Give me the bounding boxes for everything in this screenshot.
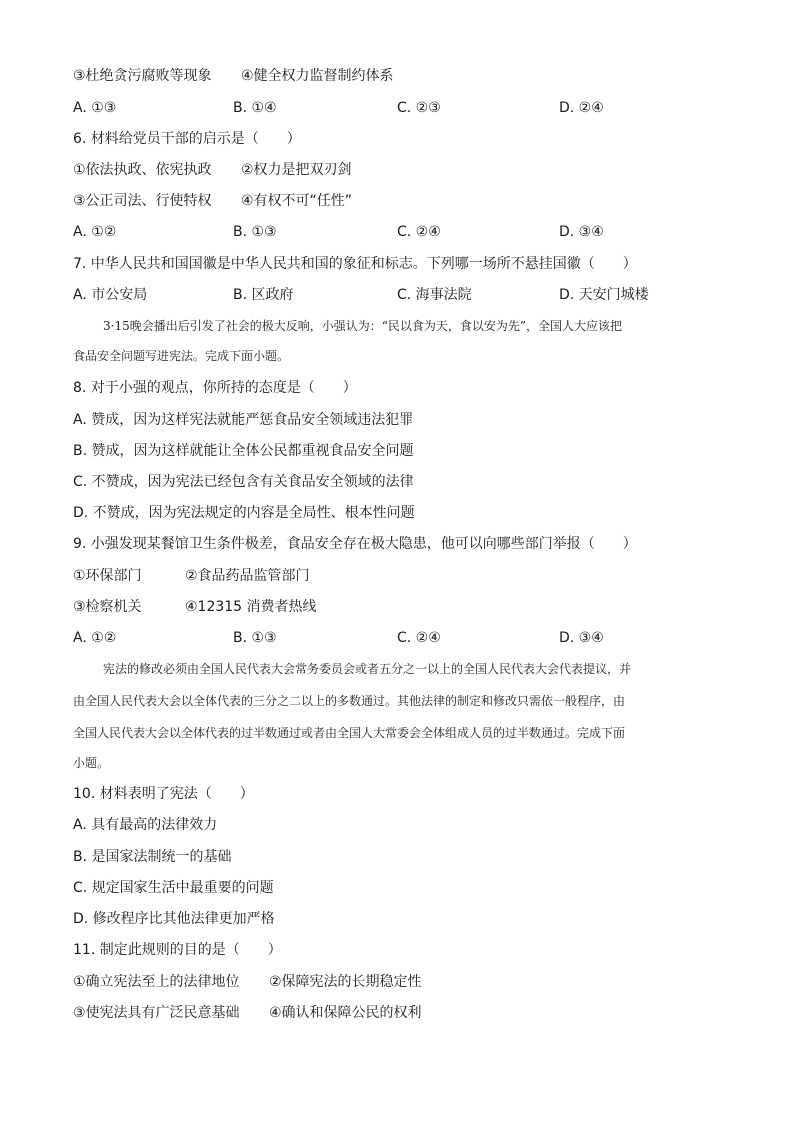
material2-line2: 由全国人民代表大会以全体代表的三分之二以上的多数通过。其他法律的制定和修改只需依一般程序，由 [73, 694, 626, 708]
q6-option-4: ④有权不可“任性” [241, 193, 353, 209]
q6-options-line1 [73, 160, 733, 180]
q8-option-d: D. 不赞成，因为宪法规定的内容是全局性、根本性问题 [73, 505, 415, 521]
q5-choice-d: D. ②④ [559, 100, 604, 116]
q6-choice-d: D. ③④ [559, 224, 604, 240]
q11-stem: 11. 制定此规则的目的是（ ） [73, 942, 282, 958]
q11-option-1: ①确立宪法至上的法律地位 [73, 974, 240, 990]
q9-stem: 9. 小强发现某餐馆卫生条件极差，食品安全存在极大隐患，他可以向哪些部门举报（ ） [73, 536, 637, 552]
q9-choice-a: A. ①② [73, 630, 117, 646]
q6-choice-c: C. ②④ [397, 224, 441, 240]
q6-choices [73, 222, 733, 242]
q9-option-1: ①环保部门 [73, 568, 142, 584]
q10-option-b: B. 是国家法制统一的基础 [73, 849, 232, 865]
q9-options-line2 [73, 597, 733, 617]
q8-option-a: A. 赞成，因为这样宪法就能严惩食品安全领域违法犯罪 [73, 412, 414, 428]
q8-option-c: C. 不赞成，因为宪法已经包含有关食品安全领域的法律 [73, 474, 414, 490]
q5-choices [73, 98, 733, 118]
q7-choice-b: B. 区政府 [233, 287, 294, 303]
q9-choices [73, 628, 733, 648]
q8-option-b: B. 赞成，因为这样就能让全体公民都重视食品安全问题 [73, 443, 414, 459]
q5-choice-a: A. ①③ [73, 100, 117, 116]
q6-options-line2 [73, 191, 733, 211]
q5-choice-c: C. ②③ [397, 100, 441, 116]
q7-stem: 7. 中华人民共和国国徽是中华人民共和国的象征和标志。下列哪一场所不悬挂国徽（ ） [73, 256, 637, 272]
material2-line4: 小题。 [73, 756, 110, 770]
q9-option-3: ③检察机关 [73, 599, 142, 615]
q6-choice-b: B. ①③ [233, 224, 277, 240]
q11-option-4: ④确认和保障公民的权利 [269, 1005, 422, 1021]
q9-choice-b: B. ①③ [233, 630, 277, 646]
q11-options-line1 [73, 972, 733, 992]
q10-option-d: D. 修改程序比其他法律更加严格 [73, 911, 275, 927]
q6-option-2: ②权力是把双刃剑 [241, 162, 352, 178]
q10-stem: 10. 材料表明了宪法（ ） [73, 786, 254, 802]
q6-choice-a: A. ①② [73, 224, 117, 240]
q10-option-c: C. 规定国家生活中最重要的问题 [73, 880, 274, 896]
q6-option-3: ③公正司法、行使特权 [73, 193, 212, 209]
q7-choice-d: D. 天安门城楼 [559, 287, 649, 303]
q6-option-1: ①依法执政、依宪执政 [73, 162, 212, 178]
q11-option-3: ③使宪法具有广泛民意基础 [73, 1005, 240, 1021]
q6-stem: 6. 材料给党员干部的启示是（ ） [73, 131, 301, 147]
material1-line1: 3·15晚会播出后引发了社会的极大反响，小强认为：“民以食为天，食以安为先”，全国人大应该把 [103, 319, 622, 333]
q7-choices [73, 285, 733, 305]
q8-stem: 8. 对于小强的观点，你所持的态度是（ ） [73, 380, 357, 396]
q7-choice-a: A. 市公安局 [73, 287, 148, 303]
q9-option-2: ②食品药品监管部门 [185, 568, 310, 584]
material2-line3: 全国人民代表大会以全体代表的过半数通过或者由全国人大常委会全体组成人员的过半数通过。完成下面 [73, 726, 626, 740]
q5-choice-b: B. ①④ [233, 100, 277, 116]
material1-line2: 食品安全问题写进宪法。完成下面小题。 [73, 349, 290, 363]
q10-option-a: A. 具有最高的法律效力 [73, 817, 218, 833]
q11-options-line2 [73, 1003, 733, 1023]
q9-option-4: ④12315 消费者热线 [185, 599, 317, 615]
q5-option-4: ④健全权力监督制约体系 [241, 68, 394, 84]
q5-options-line [73, 66, 733, 86]
q5-option-3: ③杜绝贪污腐败等现象 [73, 68, 212, 84]
q9-choice-d: D. ③④ [559, 630, 604, 646]
q9-options-line1 [73, 566, 733, 586]
material2-line1: 宪法的修改必须由全国人民代表大会常务委员会或者五分之一以上的全国人民代表大会代表提议，并 [103, 662, 632, 676]
q9-choice-c: C. ②④ [397, 630, 441, 646]
q11-option-2: ②保障宪法的长期稳定性 [269, 974, 422, 990]
q7-choice-c: C. 海事法院 [397, 287, 472, 303]
